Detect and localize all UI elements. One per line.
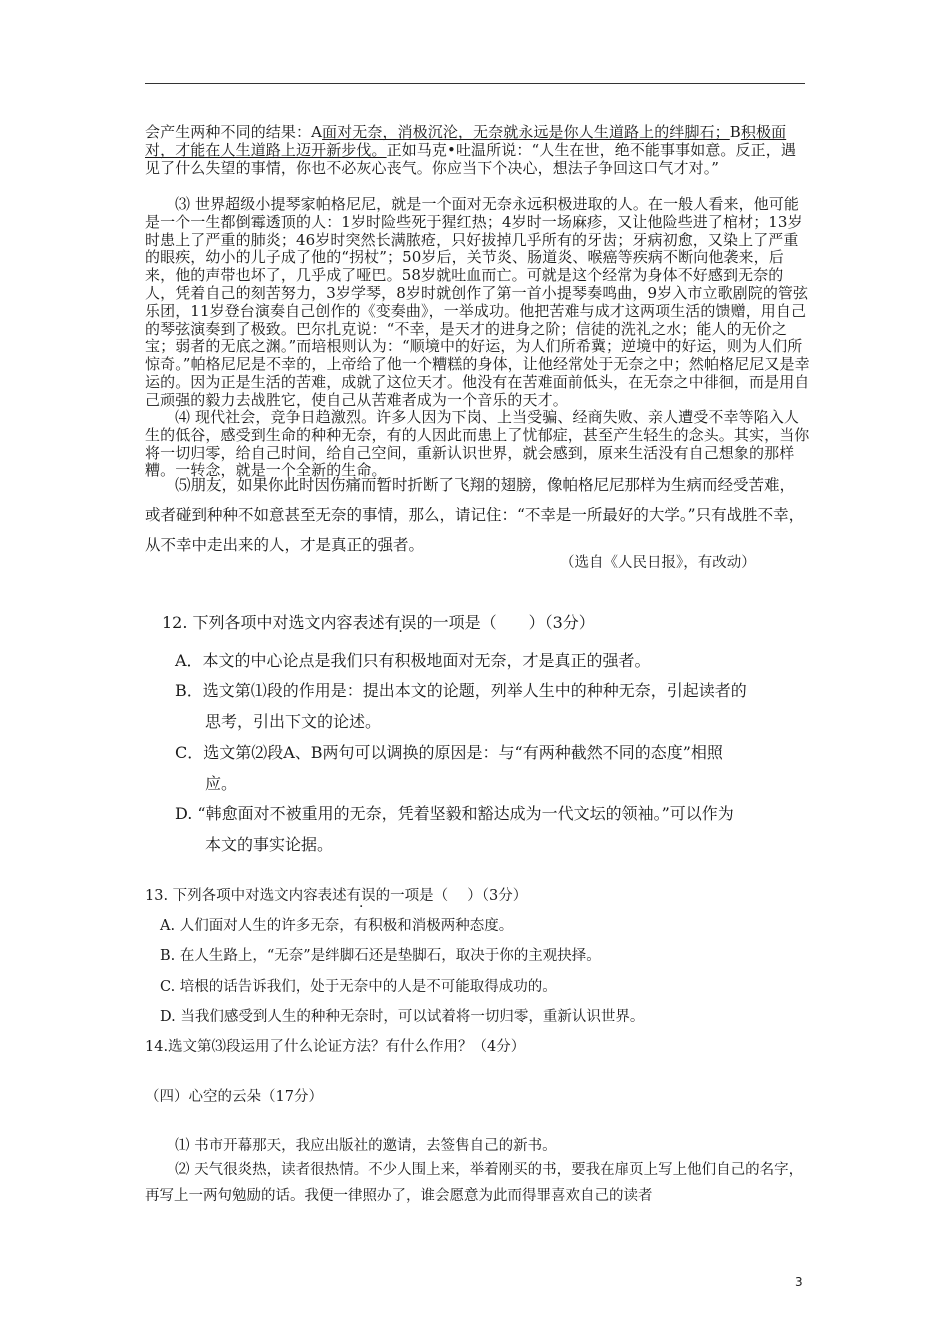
section-4-paragraph-1: [145, 1133, 810, 1159]
q12-option-c[interactable]: [175, 737, 835, 799]
underlined-sentence-a: 面对无奈，消极沉沦，无奈就永远是你人生道路上的绊脚石；: [322, 123, 730, 141]
q12-stem-b: 的一项是（ ）（3分）: [416, 613, 595, 632]
paragraph-4-text: ⑷ 现代社会，竞争日趋激烈。许多人因为下岗、上当受骗、经商失败、亲人遭受不幸等陷入人生的低谷，感受到生命的种种无奈，有的人因此而患上了忧郁症，甚至产生轻生的念头。其实，当你将一切归零，给自己时间，给自己空间，重新认识世界，就会感到，原来生活没有自己想象的那样糟。一转念，就是一个全新的生命。: [145, 408, 810, 480]
q12-option-b[interactable]: [175, 675, 835, 737]
question-12-stem: [162, 610, 595, 633]
q12-option-d-line1: D. “韩愈面对不被重用的无奈，凭着坚毅和豁达成为一代文坛的领袖。”可以作为: [175, 804, 734, 823]
q13-stem-emphasis: 有误: [346, 888, 376, 904]
page-number: 3: [795, 1275, 803, 1289]
paragraph-5-text: ⑸朋友，如果你此时因伤痛而暂时折断了飞翔的翅膀，像帕格尼尼那样为生病而经受苦难，或者碰到种种不如意甚至无奈的事情，那么，请记住：“不幸是一所最好的大学。”只有战胜不幸，从不幸中走出来的人，才是真正的强者。: [145, 476, 805, 554]
q13-option-a[interactable]: A. 人们面对人生的许多无奈，有积极和消极两种态度。: [160, 918, 514, 934]
paragraph-cont-part2: B: [729, 123, 741, 141]
underlined-sentence-b: 积极面对，才能在人生道路上迈开新步伐。: [145, 123, 787, 159]
q12-option-b-line1: B．选文第⑴段的作用是：提出本文的论题，列举人生中的种种无奈，引起读者的: [175, 681, 747, 700]
q12-option-c-line1: C．选文第⑵段A、B两句可以调换的原因是：与“有两种截然不同的态度”相照: [175, 743, 723, 762]
question-13-stem: [145, 884, 527, 905]
section-4-paragraph-2-text: ⑵ 天气很炎热，读者很热情。不少人围上来，举着刚买的书，要我在扉页上写上他们自己的名字，再写上一两句勉励的话。我便一律照办了，谁会愿意为此而得罪喜欢自己的读者: [145, 1162, 804, 1204]
source-citation: （选自《人民日报》，有改动）: [560, 555, 756, 571]
paragraph-5: [145, 470, 810, 560]
q13-option-b[interactable]: B. 在人生路上，“无奈”是绊脚石还是垫脚石，取决于你的主观抉择。: [160, 948, 601, 964]
q12-option-d[interactable]: [175, 798, 835, 860]
paragraph-continuation: [145, 124, 810, 177]
q12-option-a-line1: A．本文的中心论点是我们只有积极地面对无奈，才是真正的强者。: [175, 651, 651, 670]
q13-stem-a: 13. 下列各项中对选文内容表述: [145, 888, 347, 904]
paragraph-3-text: ⑶ 世界超级小提琴家帕格尼尼，就是一个面对无奈永远积极进取的人。在一般人看来，他可能是一个一生都倒霉透顶的人：1岁时险些死于猩红热；4岁时一场麻疹，又让他险些进了棺材；13岁时患上了严重的肺炎；46岁时突然长满脓疮，只好拔掉几乎所有的牙齿；牙病初愈，又染上了严重的眼疾，幼小的儿子成了他的“拐杖”；50岁后，关节炎、肠道炎、喉癌等疾病不断向他袭来，后来，他的声带也坏了，几乎成了哑巴。58岁就吐血而亡。可就是这个经常为身体不好感到无奈的人，凭着自己的刻苦努力，3岁学琴，8岁时就创作了第一首小提琴奏鸣曲，9岁入市立歌剧院的管弦乐团，11岁登台演奏自己创作的《变奏曲》，一举成功。他把苦难与成才这两项生活的馈赠，用自己的琴弦演奏到了极致。巴尔扎克说：“不幸，是天才的进身之阶；信徒的洗礼之水；能人的无价之宝；弱者的无底之渊。”而培根则认为：“顺境中的好运，为人们所希冀；逆境中的好运，则为人们所惊奇。”帕格尼尼是不幸的，上帝给了他一个糟糕的身体，让他经常处于无奈之中；然帕格尼尼又是幸运的。因为正是生活的苦难，成就了这位天才。他没有在苦难面前低头，在无奈之中徘徊，而是用自己顽强的毅力去战胜它，使自己从苦难者成为一个音乐的天才。: [145, 195, 810, 409]
header-rule: [145, 83, 805, 84]
section-4-paragraph-1-text: ⑴ 书市开幕那天，我应出版社的邀请，去签售自己的新书。: [175, 1138, 557, 1154]
q12-stem-emphasis: 有误: [384, 613, 417, 632]
q12-stem-a: 12. 下列各项中对选文内容表述: [162, 613, 385, 632]
paragraph-cont-part3: 正如马克•吐温所说：“人生在世，绝不能事事如意。反正，遇见了什么失望的事情，你也不必灰心丧气。你应当下个决心，想法子争回这口气才对。”: [145, 140, 796, 177]
q13-stem-b: 的一项是（ ）（3分）: [375, 888, 528, 904]
section-4-title: （四）心空的云朵（17分）: [145, 1089, 323, 1105]
q12-option-a[interactable]: [175, 645, 835, 676]
q12-option-b-line2: 思考，引出下文的论述。: [205, 712, 382, 731]
q13-option-d[interactable]: D. 当我们感受到人生的种种无奈时，可以试着将一切归零，重新认识世界。: [160, 1009, 645, 1025]
question-14: 14.选文第⑶段运用了什么论证方法？有什么作用？（4分）: [145, 1039, 526, 1055]
q12-option-d-line2: 本文的事实论据。: [205, 835, 334, 854]
section-4-paragraph-2: [145, 1157, 810, 1209]
q13-option-c[interactable]: C. 培根的话告诉我们，处于无奈中的人是不可能取得成功的。: [160, 979, 557, 995]
q12-option-c-line2: 应。: [205, 774, 238, 793]
paragraph-cont-part1: 会产生两种不同的结果：A: [145, 123, 323, 141]
paragraph-3: [145, 196, 810, 410]
